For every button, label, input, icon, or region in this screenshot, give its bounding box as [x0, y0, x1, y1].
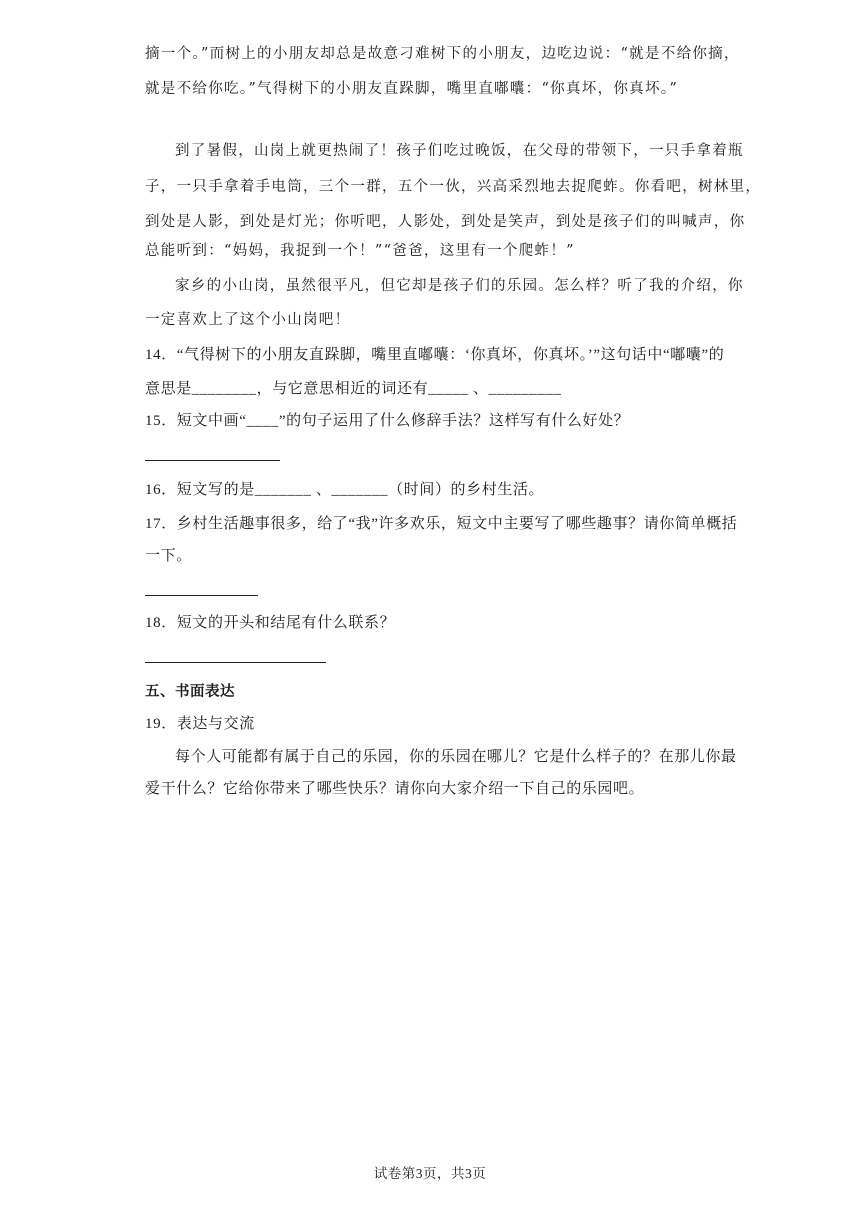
question-17-cont: 一下。 [145, 548, 192, 564]
passage-line: 一定喜欢上了这个小山岗吧！ [145, 312, 351, 328]
section-heading: 五、书面表达 [145, 684, 235, 700]
passage-line: 子，一只手拿着手电筒，三个一群，五个一伙，兴高采烈地去捉爬蚱。你看吧，树林里， [145, 179, 762, 195]
question-19-title: 19．表达与交流 [145, 716, 255, 732]
passage-line: 家乡的小山岗，虽然很平凡，但它却是孩子们的乐园。怎么样？听了我的介绍，你 [175, 278, 744, 294]
question-16[interactable]: 16．短文写的是_______ 、_______（时间）的乡村生活。 [145, 482, 545, 498]
passage-line: 摘一个。”而树上的小朋友却总是故意刁难树下的小朋友，边吃边说：“就是不给你摘， [145, 46, 740, 62]
passage-line: 总能听到：“妈妈，我捉到一个！”“爸爸，这里有一个爬蚱！” [145, 243, 575, 259]
passage-line: 就是不给你吃。”气得树下的小朋友直跺脚，嘴里直嘟囔：“你真坏，你真坏。” [145, 81, 679, 97]
answer-line-15[interactable] [145, 460, 280, 461]
question-19-body: 爱干什么？它给你带来了哪些快乐？请你向大家介绍一下自己的乐园吧。 [145, 781, 645, 797]
passage-line: 到处是人影，到处是灯光；你听吧，人影处，到处是笑声，到处是孩子们的叫喊声，你 [145, 214, 746, 230]
question-15: 15．短文中画“____”的句子运用了什么修辞手法？这样写有什么好处？ [145, 413, 630, 429]
passage-line: 到了暑假，山岗上就更热闹了！孩子们吃过晚饭，在父母的带领下，一只手拿着瓶 [175, 143, 744, 159]
question-14-blanks[interactable]: 意思是________，与它意思相近的词还有_____ 、_________ [145, 381, 562, 397]
answer-line-17[interactable] [145, 595, 258, 596]
page-footer: 试卷第3页，共3页 [373, 1166, 487, 1181]
question-14: 14．“气得树下的小朋友直跺脚，嘴里直嘟囔：‘你真坏，你真坏。’”这句话中“嘟囔”的 [145, 347, 725, 363]
question-19-body: 每个人可能都有属于自己的乐园，你的乐园在哪儿？它是什么样子的？在那儿你最 [175, 749, 737, 765]
answer-line-18[interactable] [145, 662, 326, 663]
question-17: 17．乡村生活趣事很多，给了“我”许多欢乐，短文中主要写了哪些趣事？请你简单概括 [145, 516, 738, 532]
question-18: 18．短文的开头和结尾有什么联系？ [145, 615, 396, 631]
